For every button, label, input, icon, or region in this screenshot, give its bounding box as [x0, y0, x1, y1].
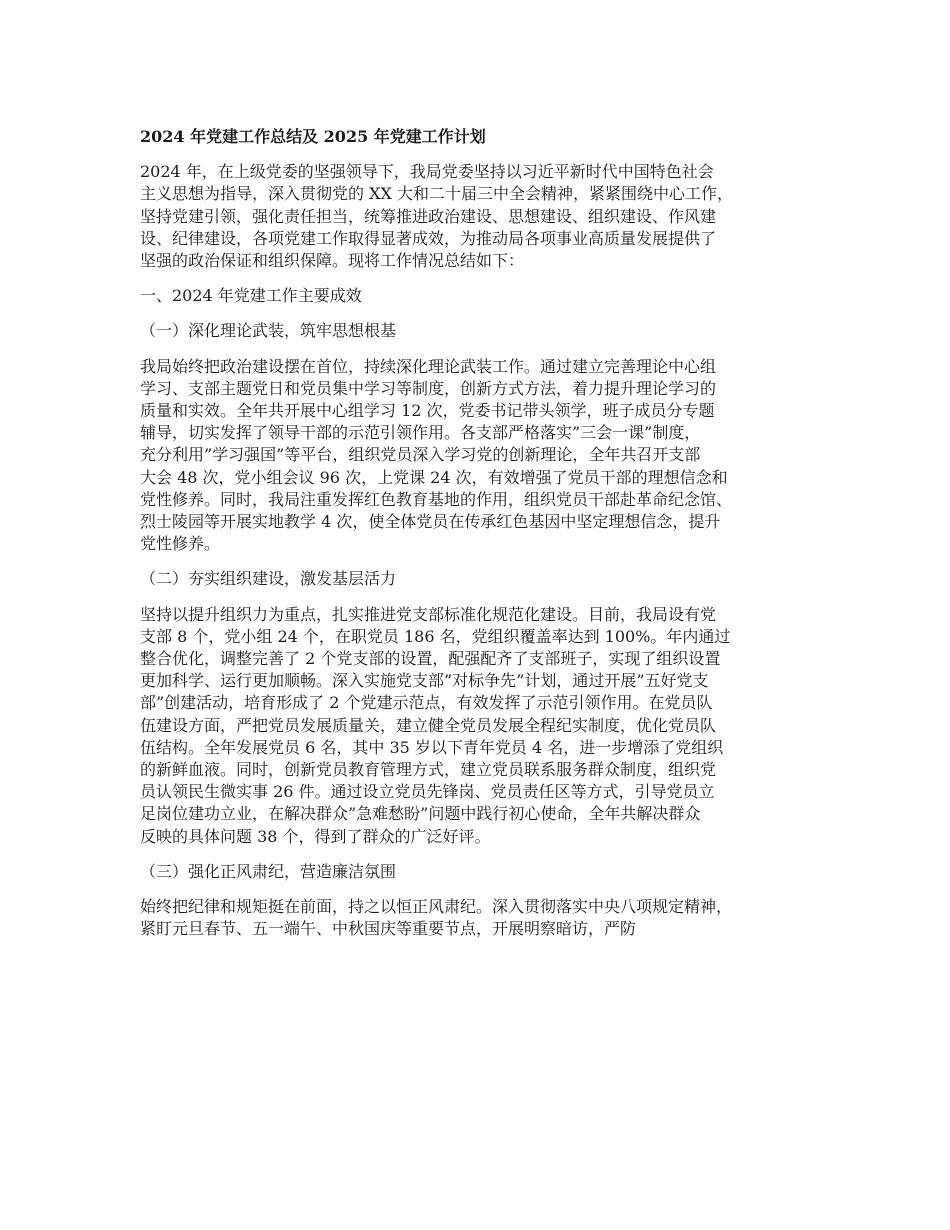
intro-paragraph: 2024 年，在上级党委的坚强领导下，我局党委坚持以习近平新时代中国特色社会 主义思想为指导，深入贯彻党的 XX 大和二十届三中全会精神，紧紧围绕中心工作， 坚持党建引领，强化责任担当，统筹推进政治建设、思想建设、组织建设、作风建 设、纪律建设，各项党建工作取得显著成效，为推动局各项事业高质量发展提供了 坚强的政治保证和组织保障。现将工作情况总结如下： — [140, 162, 733, 271]
document-title: 2024 年党建工作总结及 2025 年党建工作计划 — [140, 127, 486, 146]
subsection-paragraph-3: 始终把纪律和规矩挺在前面，持之以恒正风肃纪。深入贯彻落实中央八项规定精神， 紧盯元旦春节、五一端午、中秋国庆等重要节点，开展明察暗访，严防 — [140, 897, 733, 939]
subsection-paragraph-2: 坚持以提升组织力为重点，扎实推进党支部标准化规范化建设。目前，我局设有党 支部 8 个，党小组 24 个，在职党员 186 名，党组织覆盖率达到 100%。年内通过 整合优化，调整完善了 2 个党支部的设置，配强配齐了支部班子，实现了组织设置 更加科学、运行更加顺畅。深入实施党支部”对标争先”计划，通过开展”五好党支 部”创建活动，培育形成了 2 个党建示范点，有效发挥了示范引领作用。在党员队 伍建设方面，严把党员发展质量关，建立健全党员发展全程纪实制度，优化党员队 伍结构。全年发展党员 6 名，其中 35 岁以下青年党员 4 名，进一步增添了党组织 的新鲜血液。同时，创新党员教育管理方式，建立党员联系服务群众制度，组织党 员认领民生微实事 26 件。通过设立党员先锋岗、党员责任区等方式，引导党员立 足岗位建功立业，在解决群众”急难愁盼”问题中践行初心使命，全年共解决群众 反映的具体问题 38 个，得到了群众的广泛好评。 — [140, 604, 731, 846]
subsection-heading-2: （二）夯实组织建设，激发基层活力 — [140, 569, 397, 589]
document-body — [140, 126, 830, 954]
subsection-heading-1: （一）深化理论武装，筑牢思想根基 — [140, 321, 397, 341]
section-heading-1: 一、2024 年党建工作主要成效 — [140, 286, 362, 306]
subsection-paragraph-1: 我局始终把政治建设摆在首位，持续深化理论武装工作。通过建立完善理论中心组 学习、支部主题党日和党员集中学习等制度，创新方式方法，着力提升理论学习的 质量和实效。全年共开展中心组学习 12 次，党委书记带头领学，班子成员分专题 辅导，切实发挥了领导干部的示范引领作用。各支部严格落实”三会一课”制度， 充分利用”学习强国”等平台，组织党员深入学习党的创新理论，全年共召开支部 大会 48 次，党小组会议 96 次，上党课 24 次，有效增强了党员干部的理想信念和 党性修养。同时，我局注重发挥红色教育基地的作用，组织党员干部赴革命纪念馆、 烈士陵园等开展实地教学 4 次，使全体党员在传承红色基因中坚定理想信念，提升 党性修养。 — [140, 356, 733, 554]
subsection-heading-3: （三）强化正风肃纪，营造廉洁氛围 — [140, 861, 397, 881]
